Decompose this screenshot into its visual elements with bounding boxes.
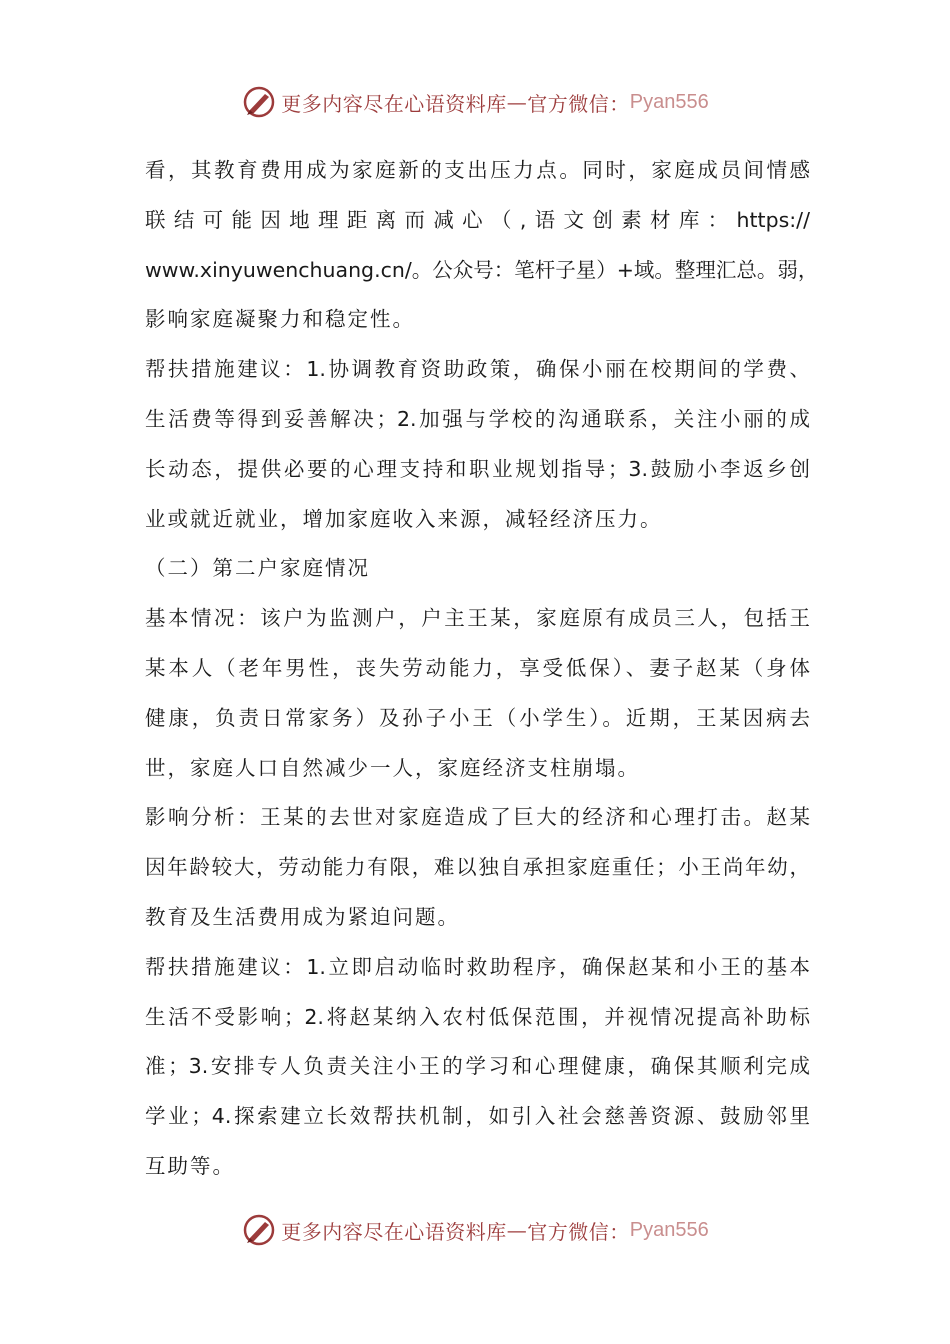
text-line: 世，家庭人口自然减少一人，家庭经济支柱崩塌。 bbox=[145, 755, 640, 780]
header-banner bbox=[0, 82, 950, 122]
banner-label: 官方微信： bbox=[527, 91, 630, 116]
banner-wechat-id: Pyan556 bbox=[629, 1218, 709, 1241]
text-line: 影响家庭凝聚力和稳定性。 bbox=[145, 307, 415, 332]
banner-separator: — bbox=[506, 90, 528, 114]
text-line: 基本情况：该户为监测户，户主王某，家庭原有成员三人，包括王 bbox=[145, 606, 810, 631]
text-line: 影响分析：王某的去世对家庭造成了巨大的经济和心理打击。赵某 bbox=[145, 805, 810, 830]
text-line: 业或就近就业，增加家庭收入来源，减轻经济压力。 bbox=[145, 506, 663, 531]
text-line: 看，其教育费用成为家庭新的支出压力点。同时，家庭成员间情感 bbox=[145, 158, 810, 182]
text-line: 教育及生活费用成为紧迫问题。 bbox=[145, 904, 460, 929]
banner-text: 更多内容尽在心语资料库 bbox=[281, 1219, 507, 1244]
text-line: 学业；4.探索建立长效帮扶机制，如引入社会慈善资源、鼓励邻里 bbox=[145, 1104, 810, 1129]
footer-banner bbox=[0, 1210, 950, 1250]
text-line: 联结可能因地理距离而减心（,语文创素材库：https:// bbox=[145, 207, 810, 232]
text-line: 健康，负责日常家务）及孙子小王（小学生）。近期，王某因病去 bbox=[145, 705, 810, 730]
banner-text: 更多内容尽在心语资料库 bbox=[281, 91, 507, 116]
banner-label: 官方微信： bbox=[527, 1219, 630, 1244]
pen-logo-icon bbox=[241, 1212, 277, 1248]
text-line: www.xinyuwenchuang.cn/。公众号：笔杆子星）+域。整理汇总。弱， bbox=[145, 257, 819, 282]
text-line: 互助等。 bbox=[145, 1153, 235, 1178]
text-line: 某本人（老年男性，丧失劳动能力，享受低保）、妻子赵某（身体 bbox=[145, 655, 810, 680]
text-line: 准；3.安排专人负责关注小王的学习和心理健康，确保其顺利完成 bbox=[145, 1054, 810, 1079]
pen-logo-icon bbox=[241, 84, 277, 120]
banner-separator: — bbox=[506, 1218, 528, 1242]
text-line: 帮扶措施建议：1.立即启动临时救助程序，确保赵某和小王的基本 bbox=[145, 954, 810, 979]
text-line: 帮扶措施建议：1.协调教育资助政策，确保小丽在校期间的学费、 bbox=[145, 357, 810, 382]
document-body bbox=[145, 146, 819, 1192]
text-line: 长动态，提供必要的心理支持和职业规划指导；3.鼓励小李返乡创 bbox=[145, 456, 810, 481]
text-line: 生活不受影响；2.将赵某纳入农村低保范围，并视情况提高补助标 bbox=[145, 1004, 810, 1029]
text-line: 因年龄较大，劳动能力有限，难以独自承担家庭重任；小王尚年幼， bbox=[145, 855, 810, 880]
banner-wechat-id: Pyan556 bbox=[629, 90, 709, 113]
text-line: 生活费等得到妥善解决；2.加强与学校的沟通联系，关注小丽的成 bbox=[145, 406, 810, 431]
section-heading: （二）第二户家庭情况 bbox=[145, 556, 370, 581]
